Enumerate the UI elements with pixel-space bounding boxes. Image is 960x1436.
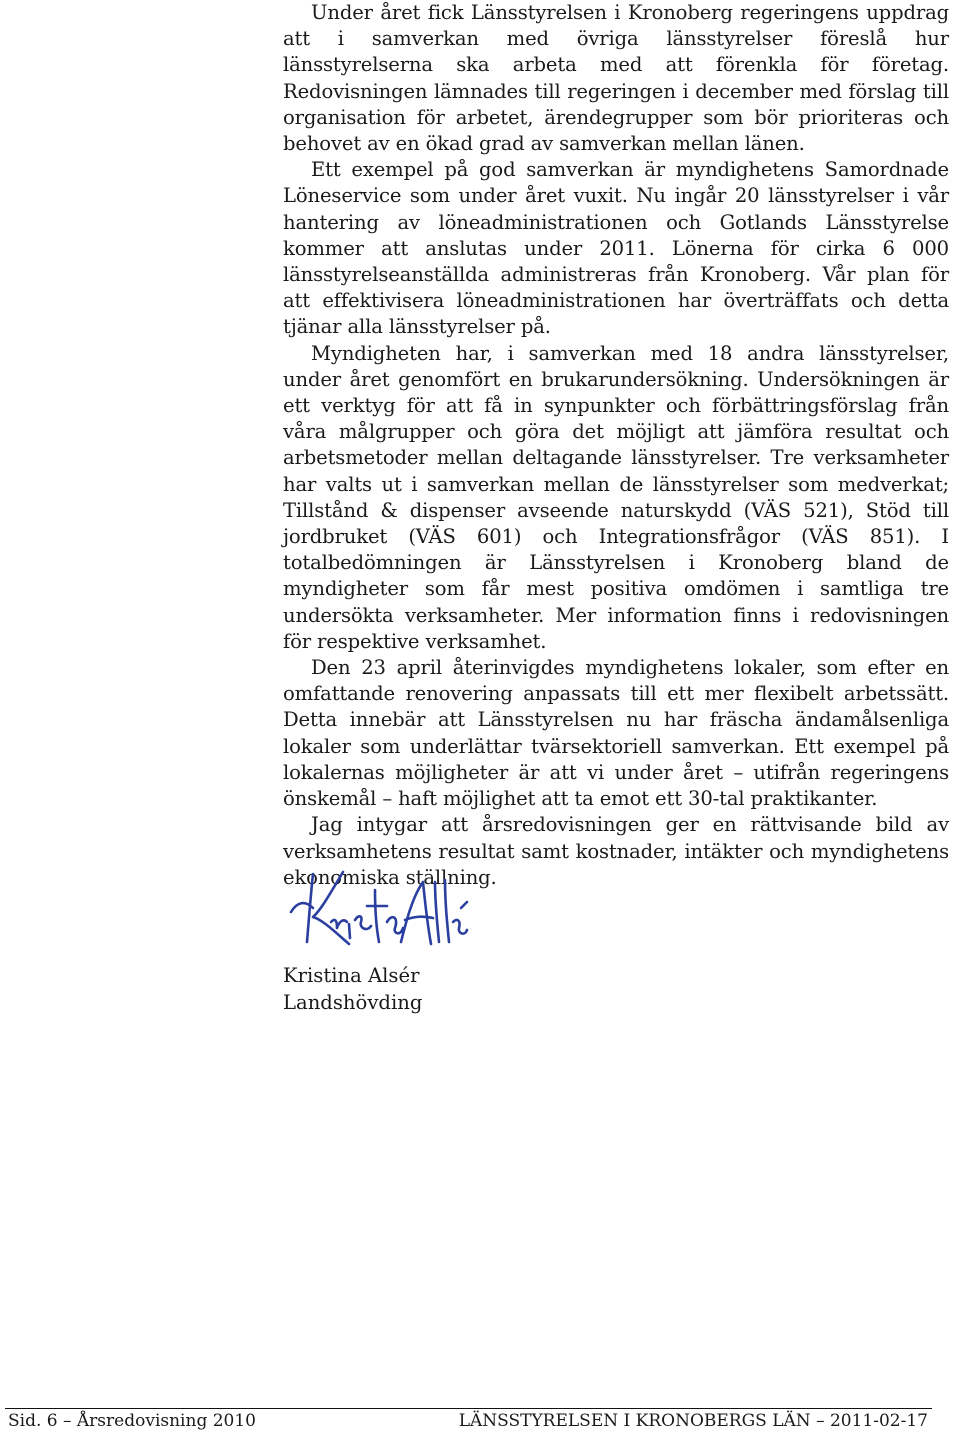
paragraph: Jag intygar att årsredovisningen ger en rättvisande bild av verksamhetens resultat samt kostnader, intäkter och myndighetens ekonomiska ställning. bbox=[283, 813, 949, 889]
handwritten-signature bbox=[283, 862, 473, 954]
paragraph: Ett exempel på god samverkan är myndighetens Samordnade Löneservice som under året vuxit. Nu ingår 20 länsstyrelser i vår hantering av löneadministrationen och Gotlands Länsstyrelse kommer att anslutas under 2011. Lönerna för cirka 6 000 länsstyrelseanställda administreras från Kronoberg. Vår plan för att effektivisera löneadministrationen har överträffats och detta tjänar alla länsstyrelser på. bbox=[283, 158, 949, 339]
body-text bbox=[283, 0, 949, 891]
footer-right bbox=[459, 1411, 928, 1431]
organization-name: LÄNSSTYRELSEN I KRONOBERGS LÄN bbox=[458, 1411, 811, 1431]
paragraph: Myndigheten har, i samverkan med 18 andra länsstyrelser, under året genomfört en brukarundersökning. Undersökningen är ett verktyg för att få in synpunkter och förbättringsförslag från våra målgrupper och göra det möjligt att jämföra resultat och arbetsmetoder mellan deltagande länsstyrelser. Tre verksamheter har valts ut i samverkan mellan de länsstyrelser som medverkat; Tillstånd & dispenser avseende naturskydd (VÄS 521), Stöd till jordbruket (VÄS 601) och Integrationsfrågor (VÄS 851). I totalbedömningen är Länsstyrelsen i Kronoberg bland de myndigheter som får mest positiva omdömen i samtliga tre undersökta verksamheter. Mer information finns i redovisningen för respektive verksamhet. bbox=[283, 341, 949, 653]
signer-name: Kristina Alsér bbox=[283, 964, 420, 987]
document-date: 2011-02-17 bbox=[829, 1411, 928, 1431]
footer-left bbox=[8, 1411, 256, 1431]
footer-separator: – bbox=[816, 1411, 825, 1431]
paragraph: Under året fick Länsstyrelsen i Kronoberg regeringens uppdrag att i samverkan med övriga länsstyrelser föreslå hur länsstyrelserna ska arbeta med att förenkla för företag. Redovisningen lämnades till regeringen i december med förslag till organisation för arbetet, ärendegrupper som bör prioriteras och behovet av en ökad grad av samverkan mellan länen. bbox=[283, 1, 949, 156]
signer-title: Landshövding bbox=[283, 990, 423, 1014]
paragraph: Den 23 april återinvigdes myndighetens lokaler, som efter en omfattande renovering anpassats till ett mer flexibelt arbetssätt. Detta innebär att Länsstyrelsen nu har fräscha ändamålsenliga lokaler som underlättar tvärsektoriell samverkan. Ett exempel på lokalernas möjligheter är att vi under året – utifrån regeringens önskemål – haft möjlighet att ta emot ett 30-tal praktikanter. bbox=[283, 656, 949, 811]
footer-divider bbox=[5, 1408, 932, 1409]
page-number: Sid. 6 bbox=[8, 1411, 58, 1431]
signer-block bbox=[283, 963, 422, 1016]
document-title: Årsredovisning 2010 bbox=[76, 1411, 256, 1431]
footer-separator: – bbox=[63, 1411, 72, 1431]
